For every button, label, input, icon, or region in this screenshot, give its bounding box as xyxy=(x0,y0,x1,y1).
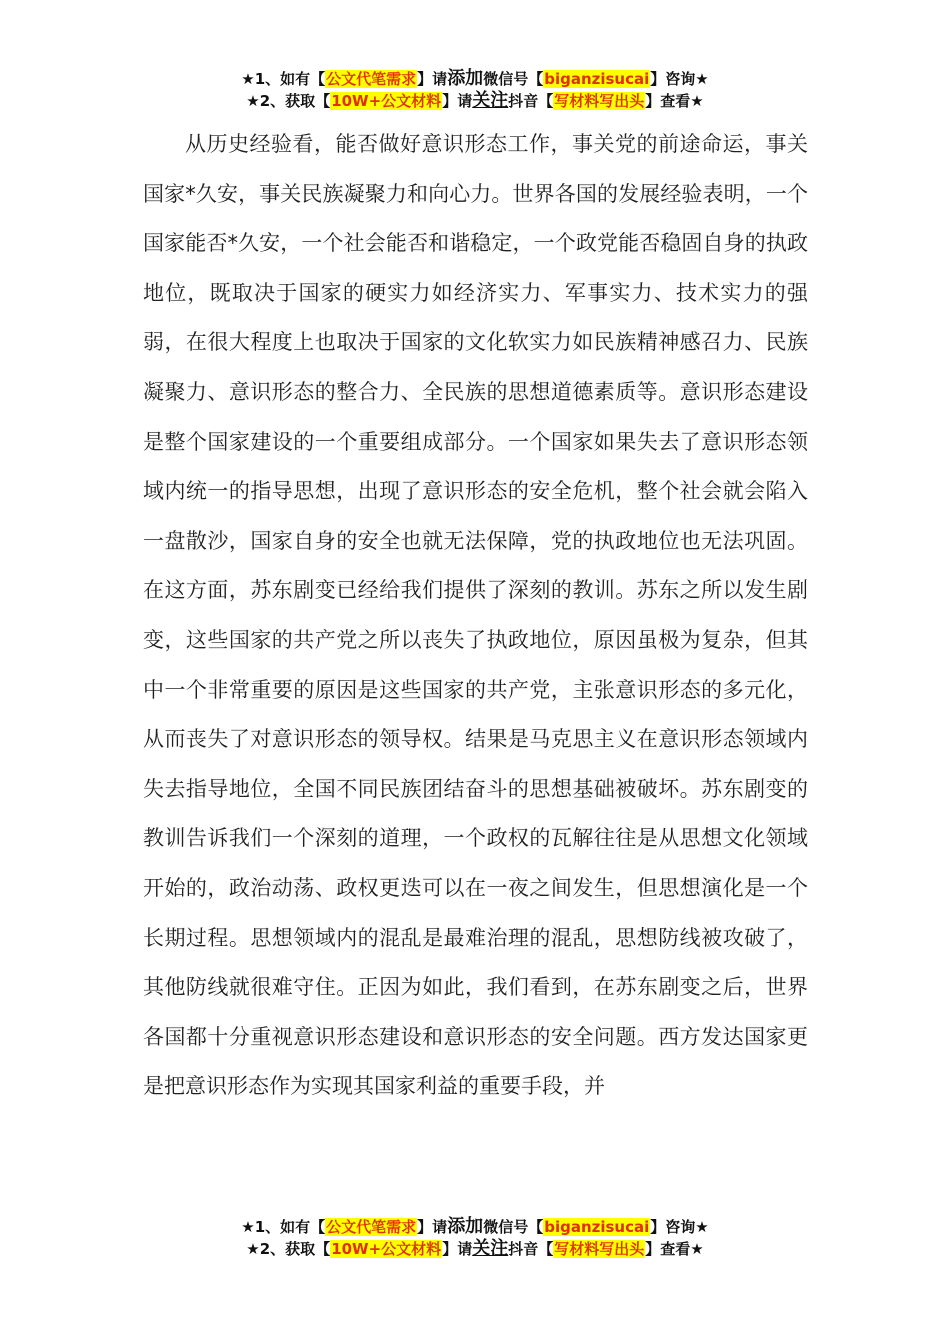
highlight-douyin-account: 写材料写出头 xyxy=(554,1240,645,1258)
banner-text: ★2、获取【 xyxy=(246,92,331,110)
banner-text: 】查看★ xyxy=(645,1240,704,1258)
highlight-writing-service: 公文代笔需求 xyxy=(326,1218,417,1236)
banner-line-2 xyxy=(0,90,950,112)
emphasis-add: 添加 xyxy=(447,1216,484,1237)
banner-text: 微信号【 xyxy=(483,70,544,88)
banner-text: 】请 xyxy=(417,70,448,88)
highlight-wechat-id: biganzisucai xyxy=(544,70,650,88)
highlight-materials: 10W+公文材料 xyxy=(331,92,442,110)
banner-text: ★1、如有【 xyxy=(241,70,326,88)
body-paragraph: 从历史经验看，能否做好意识形态工作，事关党的前途命运，事关国家*久安，事关民族凝聚力和向心力。世界各国的发展经验表明，一个国家能否*久安，一个社会能否和谐稳定，一个政党能否稳固自身的执政地位，既取决于国家的硬实力如经济实力、军事实力、技术实力的强弱，在很大程度上也取决于国家的文化软实力如民族精神感召力、民族凝聚力、意识形态的整合力、全民族的思想道德素质等。意识形态建设是整个国家建设的一个重要组成部分。一个国家如果失去了意识形态领域内统一的指导思想，出现了意识形态的安全危机，整个社会就会陷入一盘散沙，国家自身的安全也就无法保障，党的执政地位也无法巩固。在这方面，苏东剧变已经给我们提供了深刻的教训。苏东之所以发生剧变，这些国家的共产党之所以丧失了执政地位，原因虽极为复杂，但其中一个非常重要的原因是这些国家的共产党，主张意识形态的多元化，从而丧失了对意识形态的领导权。结果是马克思主义在意识形态领域内失去指导地位，全国不同民族团结奋斗的思想基础被破坏。苏东剧变的教训告诉我们一个深刻的道理，一个政权的瓦解往往是从思想文化领域开始的，政治动荡、政权更迭可以在一夜之间发生，但思想演化是一个长期过程。思想领域内的混乱是最难治理的混乱，思想防线被攻破了，其他防线就很难守住。正因为如此，我们看到，在苏东剧变之后，世界各国都十分重视意识形态建设和意识形态的安全问题。西方发达国家更是把意识形态作为实现其国家利益的重要手段，并 xyxy=(143,132,808,1099)
footer-banner xyxy=(0,1216,950,1260)
banner-text: 】咨询★ xyxy=(650,1218,709,1236)
banner-text: 抖音【 xyxy=(508,92,554,110)
banner-text: ★2、获取【 xyxy=(246,1240,331,1258)
banner-text: 】查看★ xyxy=(645,92,704,110)
banner-text: 】请 xyxy=(417,1218,448,1236)
banner-text: ★1、如有【 xyxy=(241,1218,326,1236)
highlight-wechat-id: biganzisucai xyxy=(544,1218,650,1236)
highlight-materials: 10W+公文材料 xyxy=(331,1240,442,1258)
emphasis-add: 添加 xyxy=(447,68,484,89)
banner-line-2 xyxy=(0,1238,950,1260)
banner-text: 】请 xyxy=(442,1240,473,1258)
banner-text: 】咨询★ xyxy=(650,70,709,88)
banner-line-1 xyxy=(0,68,950,90)
highlight-writing-service: 公文代笔需求 xyxy=(326,70,417,88)
header-banner xyxy=(0,68,950,112)
emphasis-follow: 关注 xyxy=(472,1238,509,1259)
banner-text: 微信号【 xyxy=(483,1218,544,1236)
banner-line-1 xyxy=(0,1216,950,1238)
banner-text: 】请 xyxy=(442,92,473,110)
highlight-douyin-account: 写材料写出头 xyxy=(554,92,645,110)
emphasis-follow: 关注 xyxy=(472,90,509,111)
banner-text: 抖音【 xyxy=(508,1240,554,1258)
